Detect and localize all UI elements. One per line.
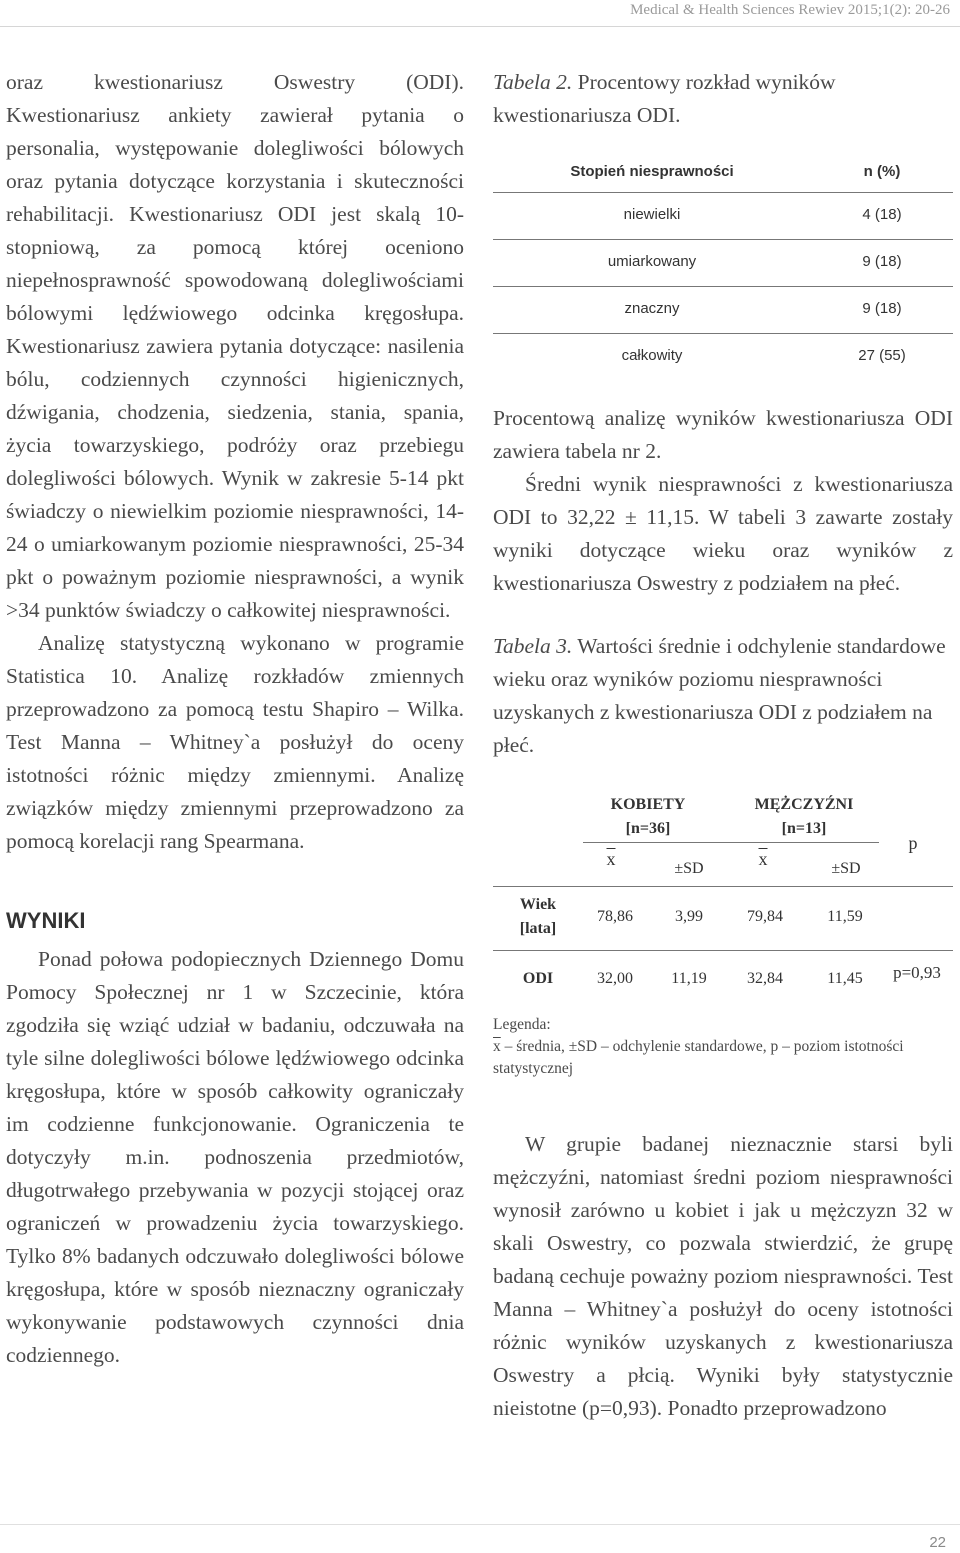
table3-caption-text: Wartości średnie i odchylenie standardowe wieku oraz wyników poziomu niesprawności uzyskanych z kwestionariusza ODI z podziałem na płeć. [493, 634, 946, 757]
table3-row2-value: 11,19 [671, 970, 707, 987]
table3-subheader-rule [493, 886, 953, 887]
right-column [493, 66, 953, 1425]
table-row [493, 287, 953, 334]
table3-row2-value: 11,45 [827, 970, 863, 987]
table3-row1-value: 78,86 [597, 908, 633, 925]
page-number: 22 [929, 1534, 946, 1551]
table-row [493, 334, 953, 380]
table2-row-label: całkowity [621, 347, 683, 364]
table3-caption-label: Tabela 3. [493, 634, 573, 658]
table3-p-value: p=0,93 [893, 963, 941, 982]
header-rule [0, 26, 960, 27]
table3-caption [493, 630, 953, 762]
table2-header-row [493, 150, 953, 193]
table-row [493, 193, 953, 240]
methods-paragraph: oraz kwestionariusz Oswestry (ODI). Kwestionariusz ankiety zawierał pytania o personalia, występowanie dolegliwości bólowych oraz pytania dotyczące korzystania i skuteczności rehabilitacji. Kwestionariusz ODI jest skalą 10-stopniową, za pomocą której oceniono niepełnosprawność spowodowaną dolegliwościami bólowymi lędźwiowego odcinka kręgosłupa. Kwestionariusz zawiera pytania dotyczące: nasilenia bólu, codziennych czynności higienicznych, dźwigania, chodzenia, siedzenia, stania, spania, życia towarzyskiego, podróży oraz przebiegu dolegliwości bólowych. Wynik w zakresie 5-14 pkt świadczy o niewielkim poziomie niesprawności, 14-24 o umiarkowanym poziomie niesprawności, 25-34 pkt o poważnym poziomie niesprawności, a wynik >34 punktów świadczy o całkowitej niesprawności. [6, 70, 464, 622]
table2-row-label: niewielki [623, 206, 681, 223]
running-head: Medical & Health Sciences Rewiev 2015;1(2): 20-26 [630, 2, 950, 18]
table3-mean-header-1: $\overline{x}$ [606, 849, 616, 869]
table3-row1-label-unit: [lata] [519, 920, 557, 937]
table3-row1-label: Wiek [519, 896, 557, 913]
table2-header-degree: Stopień niesprawności [570, 163, 734, 180]
table3 [493, 786, 953, 996]
legend-mean-symbol: $\overline{x}$ [493, 1038, 501, 1055]
table3-row1-value: 11,59 [827, 908, 863, 925]
table3-sd-header-2: ±SD [831, 860, 861, 877]
table-row [493, 240, 953, 287]
table3-header-rule [583, 842, 879, 843]
results-paragraph: Ponad połowa podopiecznych Dziennego Domu Pomocy Społecznej nr 1 w Szczecinie, która zgodziła się wziąć udział w badaniu, odczuwała na tyle silne dolegliwości bólowe lędźwiowego odcinka kręgosłupa, które w sposób całkowity ograniczały im codzienne funkcjonowanie. Ograniczenia te dotyczyły m.in. podnoszenia przedmiotów, długotrwałego przebywania w pozycji stojącej oraz ograniczeń w prowadzeniu życia towarzyskiego. Tylko 8% badanych odczuwało dolegliwości bólowe kręgosłupa, które w sposób nieznaczny ograniczały wykonywanie podstawowych czynności dnia codziennego. [6, 947, 464, 1367]
table3-row2-value: 32,00 [597, 970, 633, 987]
discussion-paragraph: W grupie badanej nieznacznie starsi byli mężczyźni, natomiast średni poziom niesprawności wynosił zarówno u kobiet i jak u mężczyzn 32 w skali Oswestry, co pozwala stwierdzić, że grupę badaną cechuje poważny poziom niesprawności. Test Manna – Whitney`a posłużył do oceny istotności różnic wyników uzyskanych z kwestionariusza Oswestry a płcią. Wyniki były statystycznie nieistotne (p=0,93). Ponadto przeprowadzono [493, 1132, 953, 1420]
table2 [493, 150, 953, 380]
table3-row1-value: 3,99 [675, 908, 703, 925]
table3-legend [493, 1014, 953, 1080]
table3-row1-value: 79,84 [747, 908, 783, 925]
table3-group1-n: [n=36] [625, 820, 671, 837]
table3-sd-header-1: ±SD [674, 860, 704, 877]
table3-group2-name: MĘŻCZYŹNI [754, 796, 854, 813]
table3-p-header: p [908, 833, 918, 853]
left-column [6, 66, 464, 1372]
legend-title: Legenda: [493, 1016, 551, 1033]
table2-row-value: 9 (18) [862, 300, 902, 317]
table3-mean-header-2: $\overline{x}$ [758, 849, 768, 869]
table2-caption [493, 66, 953, 132]
table3-group1-name: KOBIETY [610, 796, 686, 813]
table2-row-value: 27 (55) [858, 347, 906, 364]
legend-description: – średnia, ±SD – odchylenie standardowe, p – poziom istotności statystycznej [493, 1038, 904, 1077]
table3-row2-value: 32,84 [747, 970, 783, 987]
table2-header-n: n (%) [863, 163, 901, 180]
footer-rule [0, 1524, 960, 1525]
table3-row-rule [493, 950, 953, 951]
table2-row-label: umiarkowany [607, 253, 697, 270]
table2-summary-paragraph: Procentową analizę wyników kwestionariusza ODI zawiera tabela nr 2. [493, 406, 953, 463]
legend-text [493, 1036, 953, 1080]
table2-caption-text: Procentowy rozkład wyników kwestionariusza ODI. [493, 70, 836, 127]
table2-caption-label: Tabela 2. [493, 70, 573, 94]
results-heading: WYNIKI [6, 908, 86, 933]
mean-score-paragraph: Średni wynik niesprawności z kwestionariusza ODI to 32,22 ± 11,15. W tabeli 3 zawarte zostały wyniki dotyczące wieku oraz wyników z kwestionariusza Oswestry z podziałem na płeć. [493, 472, 953, 595]
table2-row-value: 4 (18) [862, 206, 902, 223]
table2-row-value: 9 (18) [862, 253, 902, 270]
statistics-paragraph: Analizę statystyczną wykonano w programie Statistica 10. Analizę rozkładów zmiennych przeprowadzono za pomocą testu Shapiro – Wilka. Test Manna – Whitney`a posłużył do oceny istotności różnic między zmiennymi. Analizę związków między zmiennymi przeprowadzono za pomocą korelacji rang Spearmana. [6, 631, 464, 853]
table2-row-label: znaczny [624, 300, 680, 317]
table3-group2-n: [n=13] [781, 820, 827, 837]
table3-row2-label: ODI [522, 970, 554, 987]
